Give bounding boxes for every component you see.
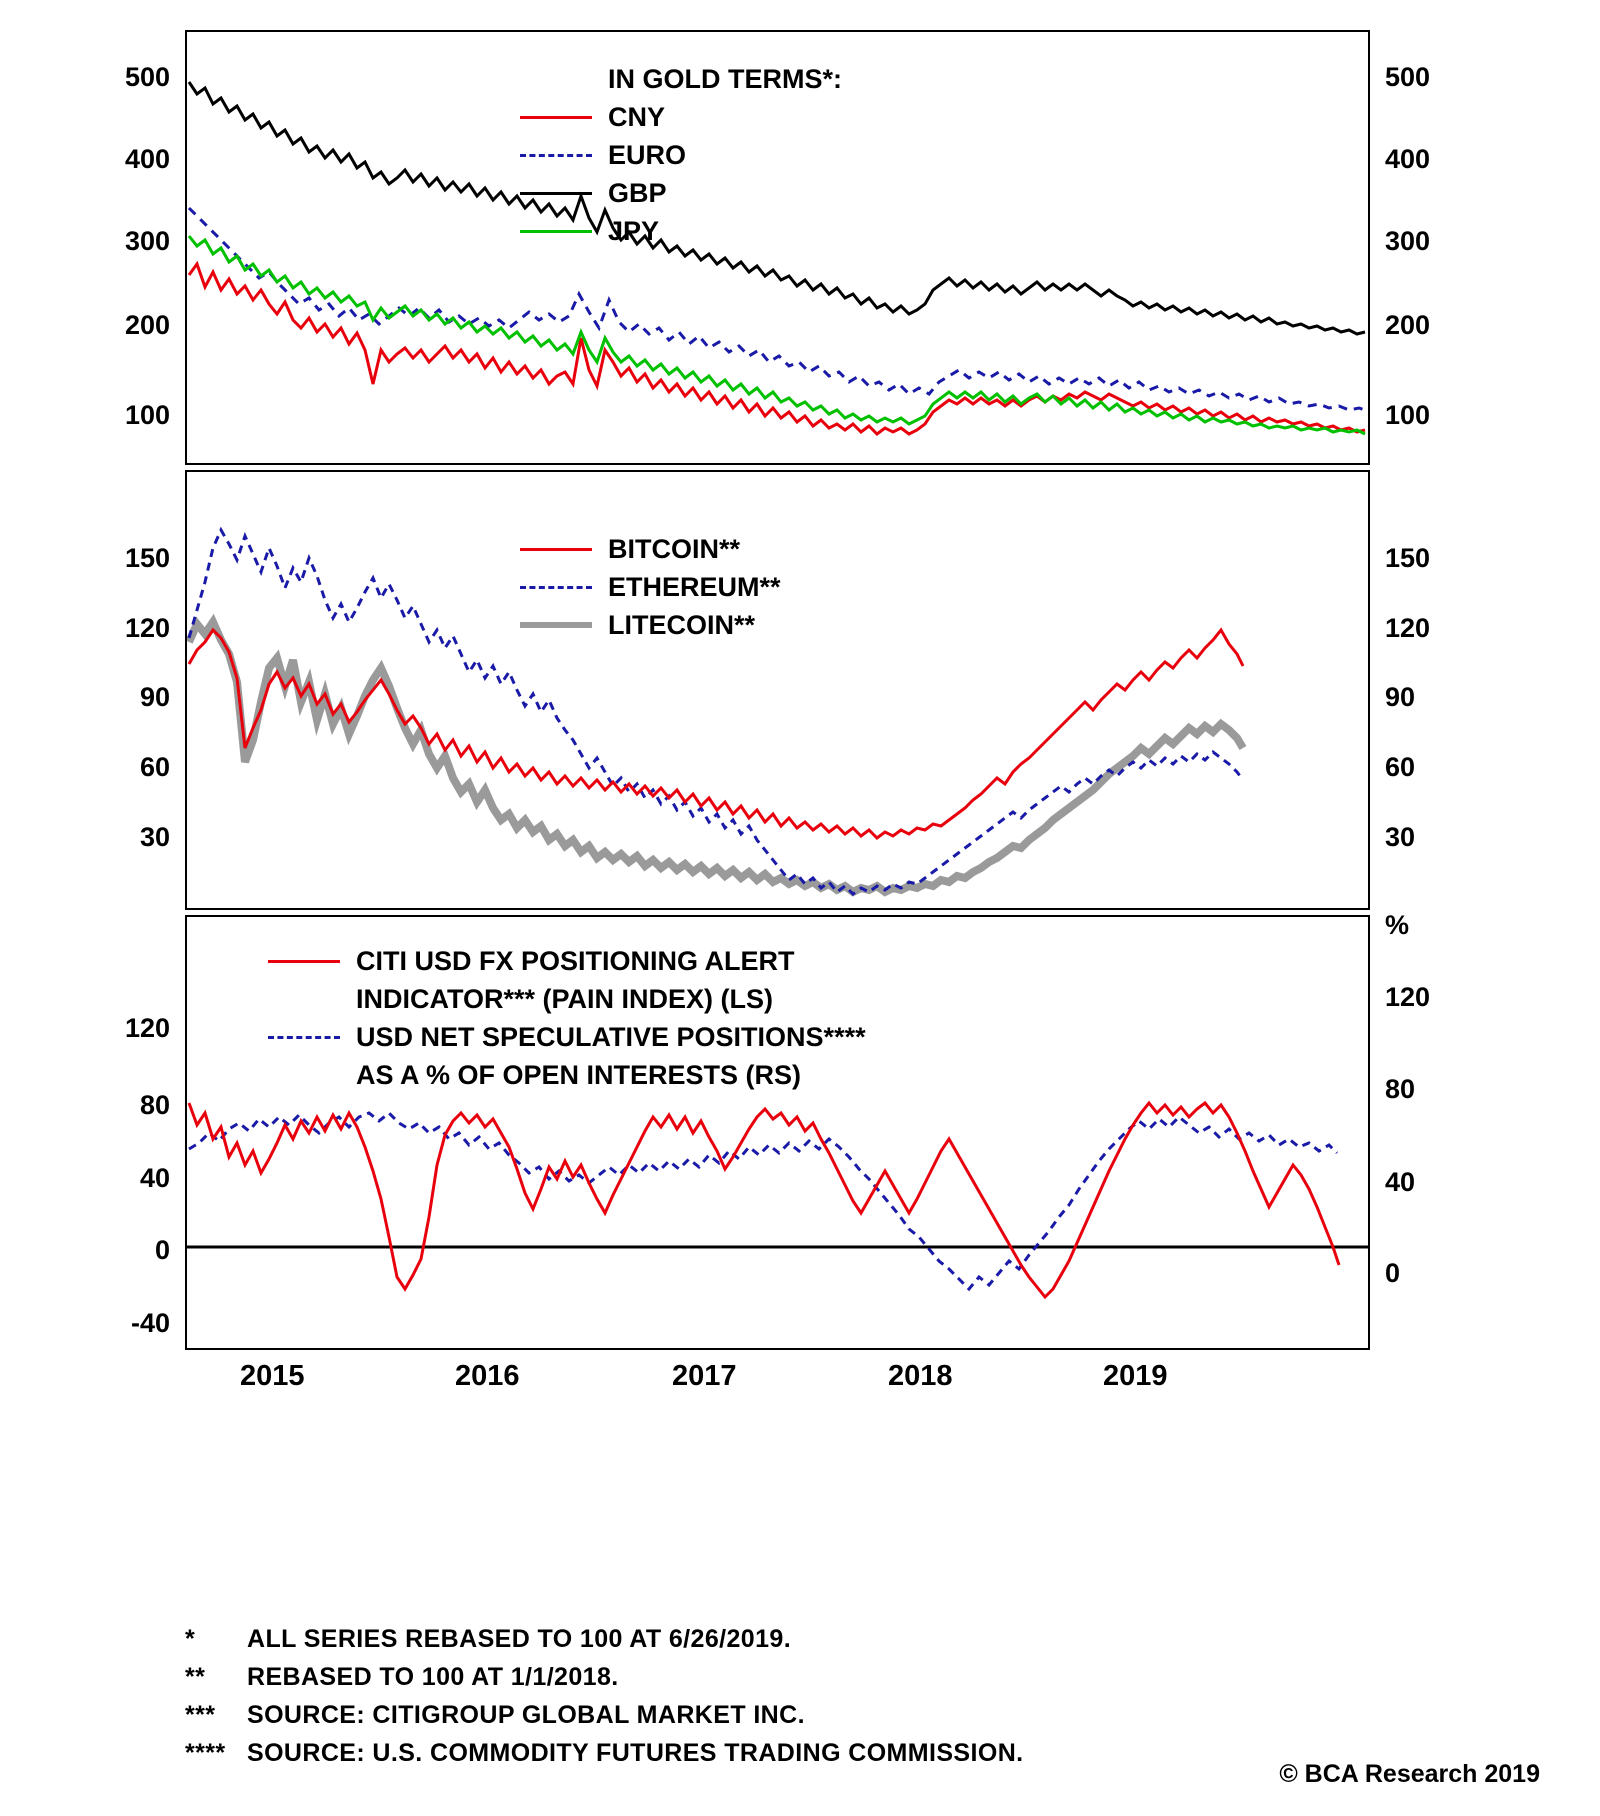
- panel2-ytick-right-90: 90: [1385, 682, 1416, 712]
- panel2-ytick-right-30: 30: [1385, 822, 1416, 852]
- panel3-unit-percent: %: [1385, 910, 1410, 940]
- panel1-legend-title: IN GOLD TERMS*:: [608, 63, 842, 94]
- series-jpy: [189, 236, 1365, 434]
- line-swatch-blue-dashed-icon: [520, 154, 592, 157]
- legend-label-gbp: GBP: [608, 177, 667, 208]
- panel3-ytick-right-80: 80: [1385, 1074, 1416, 1104]
- legend-label-bitcoin: BITCOIN**: [608, 533, 741, 564]
- panel3-ytick-left-80: 80: [139, 1090, 170, 1120]
- panel3-ytick-left-120: 120: [124, 1013, 170, 1043]
- copyright: © BCA Research 2019: [1279, 1760, 1540, 1788]
- line-swatch-red-solid-icon: [520, 548, 592, 551]
- legend-item-euro: [520, 136, 842, 174]
- series-litecoin: [189, 622, 1243, 892]
- legend-label-ethereum: ETHEREUM**: [608, 571, 781, 602]
- panel1-ytick-right-400: 400: [1385, 144, 1431, 174]
- panel3-legend: [268, 942, 866, 1094]
- series-citi-pain-index: [189, 1103, 1339, 1297]
- panel2-ytick-left-120: 120: [124, 613, 170, 643]
- panel2-ytick-left-90: 90: [139, 682, 170, 712]
- line-swatch-red-solid-icon: [520, 116, 592, 119]
- panel2-legend: [520, 530, 781, 644]
- line-swatch-blue-dashed-icon: [520, 586, 592, 589]
- footnote-3-mark: ***: [185, 1701, 216, 1729]
- footnote-2-text: REBASED TO 100 AT 1/1/2018.: [247, 1663, 619, 1691]
- footnote-2: [185, 1658, 1024, 1696]
- panel3-ytick-right-120: 120: [1385, 982, 1431, 1012]
- legend-item-citi-pain-index-line2: [268, 980, 866, 1018]
- footnote-4-mark: ****: [185, 1739, 226, 1767]
- legend-item-cny: [520, 98, 842, 136]
- panel3-xtick-2019: 2019: [1103, 1360, 1168, 1392]
- panel1-ytick-right-300: 300: [1385, 226, 1431, 256]
- legend-item-citi-pain-index: [268, 942, 866, 980]
- panel3-ytick-left-0: 0: [154, 1235, 170, 1265]
- footnote-4-text: SOURCE: U.S. COMMODITY FUTURES TRADING COMMISSION.: [247, 1739, 1024, 1767]
- legend-label-usd-net-spec: USD NET SPECULATIVE POSITIONS****: [356, 1021, 866, 1052]
- panel3-ytick-right-40: 40: [1385, 1167, 1416, 1197]
- panel3-ytick-left-neg40: -40: [130, 1308, 170, 1338]
- footnotes: [185, 1620, 1024, 1772]
- panel3-ytick-left-40: 40: [139, 1163, 170, 1193]
- footnote-1-text: ALL SERIES REBASED TO 100 AT 6/26/2019.: [247, 1625, 792, 1653]
- panel1-ytick-left-500: 500: [124, 62, 170, 92]
- footnote-3: [185, 1696, 1024, 1734]
- footnote-2-mark: **: [185, 1663, 206, 1691]
- panel3-xtick-2016: 2016: [455, 1360, 520, 1392]
- line-swatch-black-solid-icon: [520, 192, 592, 195]
- panel1-ytick-left-100: 100: [124, 400, 170, 430]
- panel1-legend: [520, 60, 842, 250]
- footnote-1-mark: *: [185, 1625, 196, 1653]
- panel1-ytick-left-300: 300: [124, 226, 170, 256]
- series-cny: [189, 264, 1365, 434]
- panel2-ytick-left-150: 150: [124, 543, 170, 573]
- panel1-ytick-left-200: 200: [124, 310, 170, 340]
- line-swatch-gray-solid-icon: [520, 622, 592, 628]
- line-swatch-red-solid-icon: [268, 960, 340, 963]
- panel3-xtick-2015: 2015: [240, 1360, 305, 1392]
- panel2-ytick-right-60: 60: [1385, 752, 1416, 782]
- legend-item-ethereum: [520, 568, 781, 606]
- panel2-ytick-left-60: 60: [139, 752, 170, 782]
- legend-label-cny: CNY: [608, 101, 666, 132]
- line-swatch-blue-dashed-icon: [268, 1036, 340, 1039]
- panel3-ytick-right-0: 0: [1385, 1258, 1401, 1288]
- panel3-xtick-2017: 2017: [672, 1360, 737, 1392]
- footnote-4: [185, 1734, 1024, 1772]
- line-swatch-green-solid-icon: [520, 230, 592, 233]
- panel1-ytick-right-500: 500: [1385, 62, 1431, 92]
- legend-item-gbp: [520, 174, 842, 212]
- panel3-xtick-2018: 2018: [888, 1360, 953, 1392]
- legend-label-usd-net-spec-2: AS A % OF OPEN INTERESTS (RS): [356, 1059, 802, 1090]
- panel2-ytick-right-150: 150: [1385, 543, 1431, 573]
- legend-item-usd-net-spec-line2: [268, 1056, 866, 1094]
- panel1-ytick-right-100: 100: [1385, 400, 1431, 430]
- legend-item-litecoin: [520, 606, 781, 644]
- legend-label-euro: EURO: [608, 139, 687, 170]
- legend-item-usd-net-spec: [268, 1018, 866, 1056]
- legend-label-citi-pain-index: CITI USD FX POSITIONING ALERT: [356, 945, 795, 976]
- panel2-ytick-right-120: 120: [1385, 613, 1431, 643]
- legend-label-citi-pain-index-2: INDICATOR*** (PAIN INDEX) (LS): [356, 983, 774, 1014]
- legend-label-jpy: JPY: [608, 215, 660, 246]
- legend-item-bitcoin: [520, 530, 781, 568]
- panel2-ytick-left-30: 30: [139, 822, 170, 852]
- legend-item-jpy: [520, 212, 842, 250]
- legend-label-litecoin: LITECOIN**: [608, 609, 756, 640]
- panel1-ytick-left-400: 400: [124, 144, 170, 174]
- panel1-ytick-right-200: 200: [1385, 310, 1431, 340]
- footnote-3-text: SOURCE: CITIGROUP GLOBAL MARKET INC.: [247, 1701, 805, 1729]
- footnote-1: [185, 1620, 1024, 1658]
